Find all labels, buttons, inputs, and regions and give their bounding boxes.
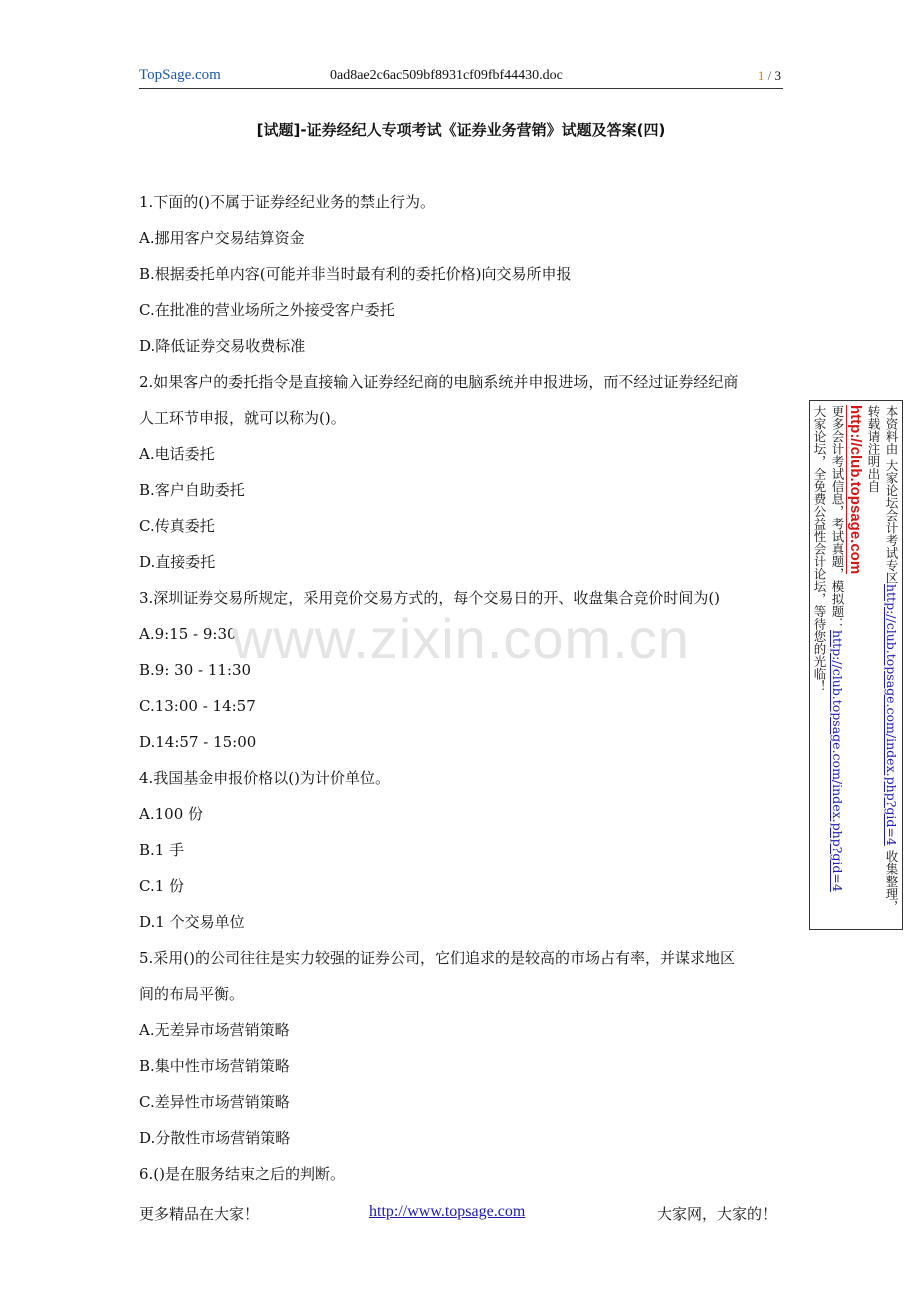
body-line: 6.()是在服务结束之后的判断。 <box>139 1165 346 1183</box>
page-separator: / <box>764 68 775 83</box>
body-line: B.1 手 <box>139 841 185 859</box>
footer-site-link[interactable]: http://www.topsage.com <box>369 1203 526 1220</box>
body-line: A.无差异市场营销策略 <box>139 1021 290 1039</box>
notice-column-3 <box>848 405 863 925</box>
body-line: C.差异性市场营销策略 <box>139 1093 290 1111</box>
notice-column-2 <box>866 405 881 925</box>
notice-column-1 <box>884 405 899 925</box>
page-indicator <box>758 68 781 84</box>
body-line: D.14:57 - 15:00 <box>139 733 257 751</box>
page-current: 1 <box>757 68 765 83</box>
body-line: C.传真委托 <box>139 517 215 535</box>
body-line: 3.深圳证券交易所规定，采用竞价交易方式的，每个交易日的开、收盘集合竞价时间为() <box>139 589 721 607</box>
footer-left-text: 更多精品在大家！ <box>139 1205 260 1223</box>
notice-collect-text: 收集整理， <box>884 845 899 913</box>
notice-forum-link[interactable]: http://club.topsage.com/index.php?gid=4 <box>884 583 899 846</box>
body-line: C.1 份 <box>139 877 185 895</box>
notice-column-5 <box>812 405 827 925</box>
body-line: B.9: 30 - 11:30 <box>139 661 252 679</box>
notice-source-text: 本资料由 大家论坛会计考试专区 <box>884 405 899 584</box>
page-header <box>139 64 783 89</box>
body-line: 间的布局平衡。 <box>139 985 245 1003</box>
body-line: A.电话委托 <box>139 445 215 463</box>
body-line: C.在批准的营业场所之外接受客户委托 <box>139 301 395 319</box>
footer-right-text: 大家网，大家的！ <box>657 1205 778 1223</box>
body-line: 人工环节申报，就可以称为()。 <box>139 409 346 427</box>
notice-club-link[interactable]: http://club.topsage.com <box>847 405 864 575</box>
notice-exam-link[interactable]: http://club.topsage.com/index.php?gid=4 <box>830 630 845 892</box>
notice-welcome-text: 大家论坛，全免费公益性会计论坛，等待您的光临！ <box>812 405 827 693</box>
header-filename: 0ad8ae2c6ac509bf8931cf09fbf44430.doc <box>330 68 563 83</box>
body-line: 2.如果客户的委托指令是直接输入证券经纪商的电脑系统并申报进场，而不经过证券经纪商 <box>139 373 739 391</box>
sidebar-notice-box <box>809 400 903 930</box>
body-line: D.分散性市场营销策略 <box>139 1129 291 1147</box>
body-line: C.13:00 - 14:57 <box>139 697 256 715</box>
body-line: D.直接委托 <box>139 553 216 571</box>
body-line: D.降低证券交易收费标准 <box>139 337 306 355</box>
body-line: B.客户自助委托 <box>139 481 245 499</box>
watermark: www.zixin.com.cn <box>232 607 690 670</box>
body-line: A.100 份 <box>139 805 203 823</box>
document-title: [试题]-证券经纪人专项考试《证券业务营销》试题及答案(四) <box>256 121 666 139</box>
document-body <box>139 190 789 1198</box>
body-line: B.根据委托单内容(可能并非当时最有利的委托价格)向交易所申报 <box>139 265 572 283</box>
body-line: A.挪用客户交易结算资金 <box>139 229 305 247</box>
notice-column-4 <box>830 405 845 925</box>
page-footer <box>0 1203 920 1227</box>
body-line: B.集中性市场营销策略 <box>139 1057 290 1075</box>
header-site-link[interactable]: TopSage.com <box>139 67 221 83</box>
body-line: A.9:15 - 9:30 <box>139 625 237 643</box>
page-total: 3 <box>774 68 781 83</box>
notice-reprint-text: 转载请注明出自 <box>866 405 881 493</box>
body-line: D.1 个交易单位 <box>139 913 245 931</box>
body-line: 4.我国基金申报价格以()为计价单位。 <box>139 769 391 787</box>
notice-more-text: 更多会计考试信息，考试真题，模拟题： <box>830 405 845 630</box>
body-line: 5.采用()的公司往往是实力较强的证券公司，它们追求的是较高的市场占有率，并谋求地区 <box>139 949 736 967</box>
body-line: 1.下面的()不属于证券经纪业务的禁止行为。 <box>139 193 436 211</box>
